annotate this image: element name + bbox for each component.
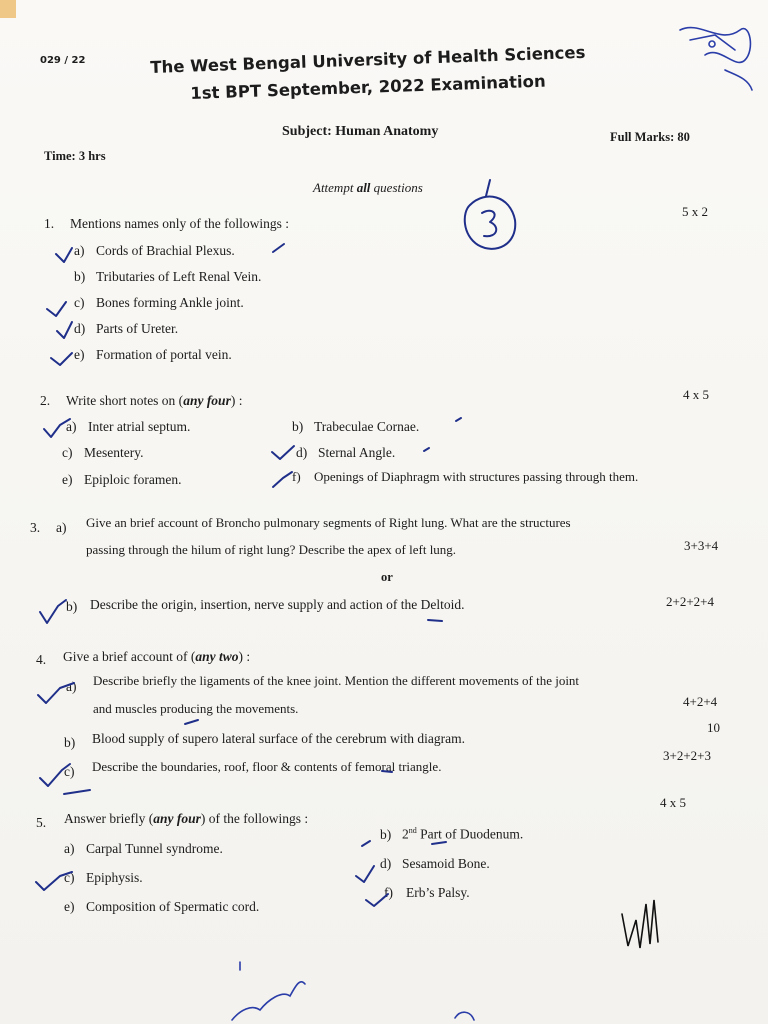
q4-item-c-marks: 3+2+2+3 <box>663 748 711 763</box>
q4-item-a-label: a) <box>66 679 77 694</box>
exam-title: 1st BPT September, 2022 Examination <box>190 71 547 103</box>
q5-text-emph: any four <box>153 811 201 826</box>
item-label: a) <box>64 841 75 856</box>
item-text: Mesentery. <box>84 445 144 460</box>
q3-marks-b: 2+2+2+4 <box>666 594 714 609</box>
q1-marks: 5 x 2 <box>682 204 708 219</box>
q2-text-suffix: ) : <box>230 393 243 408</box>
paper-code: 029 / 22 <box>40 55 86 66</box>
q4-item-c-text: Describe the boundaries, roof, floor & contents of femoral triangle. <box>92 759 442 774</box>
q5-item-f <box>384 885 470 901</box>
item-text: Bones forming Ankle joint. <box>96 295 244 310</box>
instruction-suffix: questions <box>370 180 423 195</box>
instruction-emph: all <box>356 180 371 195</box>
item-text: Cords of Brachial Plexus. <box>96 243 235 258</box>
item-label: e) <box>64 899 75 914</box>
q3-number: 3. <box>30 520 41 535</box>
item-text: Epiphysis. <box>86 870 143 885</box>
item-text-sup: nd <box>408 826 417 835</box>
q4-text-suffix: ) : <box>238 649 251 664</box>
q1-item-c <box>74 295 244 311</box>
q4-item-a-line1: Describe briefly the ligaments of the knee joint. Mention the different movements of the joint <box>93 673 580 688</box>
q1-item-a <box>74 243 235 259</box>
q4-number: 4. <box>36 652 47 667</box>
item-label: d) <box>380 856 392 871</box>
item-text: Composition of Spermatic cord. <box>86 899 260 914</box>
item-label: f) <box>384 885 393 900</box>
q3-text-a-line1: Give an brief account of Broncho pulmonary segments of Right lung. What are the structures <box>86 515 571 530</box>
q2-text-prefix: Write short notes on ( <box>66 393 184 408</box>
q4-item-c-label: c) <box>64 764 75 779</box>
item-label: e) <box>62 472 73 487</box>
q3-marks-a: 3+3+4 <box>684 538 719 553</box>
q2-item-f <box>292 469 638 485</box>
q4-item-a-marks: 4+2+4 <box>683 694 718 709</box>
q1-item-e <box>74 347 232 363</box>
q4-text-emph: any two <box>195 649 239 664</box>
item-text: Carpal Tunnel syndrome. <box>86 841 223 856</box>
item-text: Sesamoid Bone. <box>402 856 490 871</box>
q1-item-b <box>74 269 261 285</box>
q4-item-b-label: b) <box>64 735 76 750</box>
q5-item-d <box>380 856 490 872</box>
q5-text-prefix: Answer briefly ( <box>64 811 154 826</box>
q1-item-d <box>74 321 178 337</box>
q5-item-b <box>380 826 523 843</box>
q2-text-emph: any four <box>183 393 231 408</box>
q2-marks: 4 x 5 <box>683 387 709 402</box>
item-label: c) <box>62 445 73 460</box>
q2-text <box>66 393 242 409</box>
item-label: c) <box>64 870 75 885</box>
q5-number: 5. <box>36 815 47 830</box>
item-text: Inter atrial septum. <box>88 419 191 434</box>
item-label: e) <box>74 347 85 362</box>
q3-or: or <box>381 570 393 584</box>
q2-item-e <box>62 472 181 488</box>
item-label: b) <box>292 419 304 434</box>
item-text: Epiploic foramen. <box>84 472 182 487</box>
q4-text-prefix: Give a brief account of ( <box>63 649 196 664</box>
item-label: c) <box>74 295 85 310</box>
corner-mark-icon <box>0 0 16 18</box>
q2-item-d <box>296 445 395 461</box>
item-text-post: Part of Duodenum. <box>416 826 524 842</box>
q3-text-b: Describe the origin, insertion, nerve supply and action of the Deltoid. <box>90 597 465 612</box>
q2-item-a <box>66 419 190 435</box>
item-label: b) <box>74 269 86 284</box>
full-marks: Full Marks: 80 <box>610 130 690 144</box>
item-text-pre: 2 <box>402 826 409 842</box>
university-title: The West Bengal University of Health Sciences <box>150 42 586 77</box>
q3-label-a: a) <box>56 520 67 535</box>
item-label: d) <box>296 445 308 460</box>
q1-number: 1. <box>44 216 55 231</box>
q4-item-b-marks: 10 <box>707 720 720 735</box>
item-label: b) <box>380 826 392 842</box>
q2-number: 2. <box>40 393 51 408</box>
subject-title: Subject: Human Anatomy <box>282 124 439 139</box>
item-text: Formation of portal vein. <box>96 347 232 362</box>
item-text: Sternal Angle. <box>318 445 396 460</box>
q5-marks: 4 x 5 <box>660 795 686 810</box>
item-text: Erb’s Palsy. <box>406 885 470 900</box>
item-text: Trabeculae Cornae. <box>314 419 420 434</box>
q4-text <box>63 649 250 665</box>
q5-item-c <box>64 870 143 886</box>
q3-label-b: b) <box>66 599 78 614</box>
time-allowed: Time: 3 hrs <box>44 149 106 163</box>
q1-text: Mentions names only of the followings : <box>70 216 289 231</box>
item-label: a) <box>74 243 85 258</box>
q4-item-a-line2: and muscles producing the movements. <box>93 701 299 716</box>
q3-text-a-line2: passing through the hilum of right lung? Describe the apex of left lung. <box>86 542 457 557</box>
item-label: d) <box>74 321 86 336</box>
q5-item-a <box>64 841 223 857</box>
q5-item-e <box>64 899 259 915</box>
item-text: Openings of Diaphragm with structures passing through them. <box>314 469 639 484</box>
item-text: Tributaries of Left Renal Vein. <box>96 269 262 284</box>
item-label: a) <box>66 419 77 434</box>
q2-item-b <box>292 419 419 435</box>
q5-text-suffix: ) of the followings : <box>200 811 309 826</box>
q5-text <box>64 811 308 827</box>
item-label: f) <box>292 469 301 484</box>
q4-item-b-text: Blood supply of supero lateral surface of the cerebrum with diagram. <box>92 731 466 746</box>
q2-item-c <box>62 445 143 461</box>
instruction-prefix: Attempt <box>313 180 357 195</box>
instruction <box>313 180 423 196</box>
item-text: Parts of Ureter. <box>96 321 179 336</box>
